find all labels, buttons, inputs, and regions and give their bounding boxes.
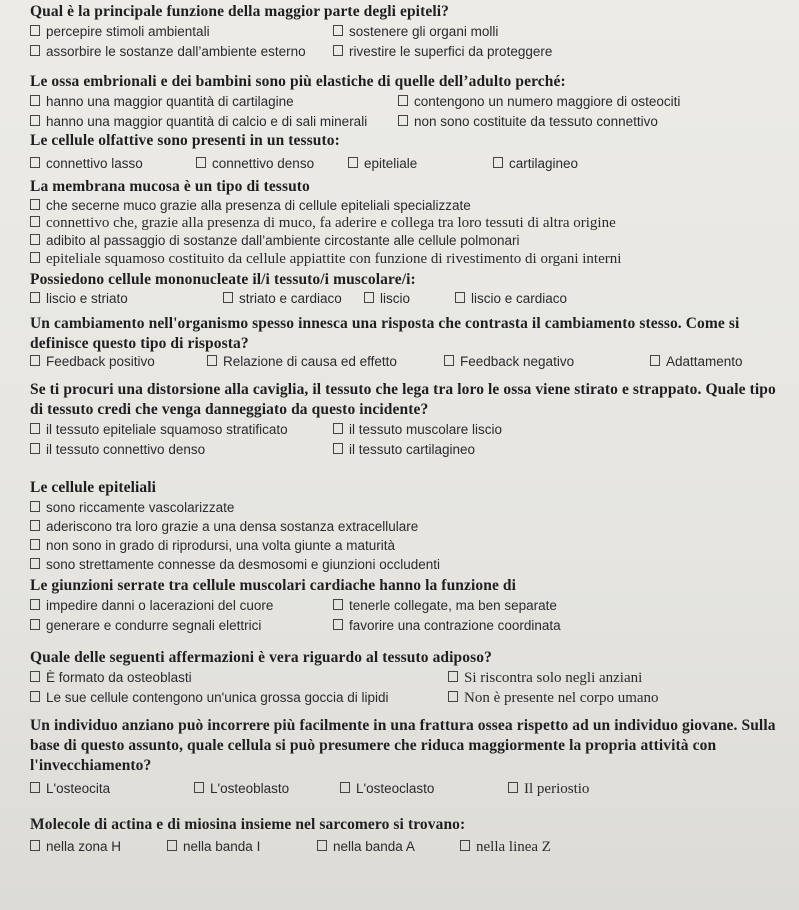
question-1-text: Qual è la principale funzione della maggior parte degli epiteli? xyxy=(30,3,449,20)
checkbox-icon[interactable] xyxy=(30,45,40,56)
q12-option-a[interactable]: nella zona H xyxy=(30,837,121,857)
checkbox-icon[interactable] xyxy=(196,157,206,168)
checkbox-icon[interactable] xyxy=(333,25,343,36)
question-10 xyxy=(30,648,785,708)
q5-option-a[interactable]: liscio e striato xyxy=(30,289,128,309)
checkbox-icon[interactable] xyxy=(333,619,343,630)
q9-option-d[interactable]: favorire una contrazione coordinata xyxy=(333,616,561,636)
q10-option-a[interactable]: È formato da osteoblasti xyxy=(30,668,192,688)
q11-option-c[interactable]: L'osteoclasto xyxy=(340,779,434,799)
q8-option-d[interactable]: sono strettamente connesse da desmosomi e giunzioni occludenti xyxy=(30,555,785,574)
q1-option-d[interactable]: rivestire le superfici da proteggere xyxy=(333,42,552,62)
q6-option-c[interactable]: Feedback negativo xyxy=(444,352,574,372)
checkbox-icon[interactable] xyxy=(30,423,40,434)
question-12-text: Molecole di actina e di miosina insieme nel sarcomero si trovano: xyxy=(30,816,466,833)
q9-option-b[interactable]: tenerle collegate, ma ben separate xyxy=(333,596,557,616)
checkbox-icon[interactable] xyxy=(448,691,458,702)
q5-option-b[interactable]: striato e cardiaco xyxy=(223,289,342,309)
question-9-text: Le giunzioni serrate tra cellule muscolari cardiache hanno la funzione di xyxy=(30,577,517,594)
q5-option-d[interactable]: liscio e cardiaco xyxy=(455,289,567,309)
checkbox-icon[interactable] xyxy=(30,25,40,36)
q2-option-d[interactable]: non sono costituite da tessuto connettivo xyxy=(398,112,658,132)
q4-option-c[interactable]: adibito al passaggio di sostanze dall’ambiente circostante alle cellule polmonari xyxy=(30,232,785,250)
checkbox-icon[interactable] xyxy=(460,840,470,851)
checkbox-icon[interactable] xyxy=(30,558,40,569)
checkbox-icon[interactable] xyxy=(398,95,408,106)
q2-option-a[interactable]: hanno una maggior quantità di cartilagine xyxy=(30,92,294,112)
q3-option-a[interactable]: connettivo lasso xyxy=(30,154,143,174)
checkbox-icon[interactable] xyxy=(30,216,40,227)
checkbox-icon[interactable] xyxy=(30,234,40,245)
q7-option-b[interactable]: il tessuto muscolare liscio xyxy=(333,420,502,440)
question-12 xyxy=(30,815,785,857)
q7-option-c[interactable]: il tessuto connettivo denso xyxy=(30,440,205,460)
q2-option-c[interactable]: hanno una maggior quantità di calcio e di sali minerali xyxy=(30,112,367,132)
q12-option-b[interactable]: nella banda I xyxy=(167,837,260,857)
checkbox-icon[interactable] xyxy=(348,157,358,168)
q4-option-a[interactable]: che secerne muco grazie alla presenza di cellule epiteliali specializzate xyxy=(30,197,785,214)
checkbox-icon[interactable] xyxy=(30,539,40,550)
q10-option-d[interactable]: Non è presente nel corpo umano xyxy=(448,688,659,708)
q2-option-b[interactable]: contengono un numero maggiore di osteociti xyxy=(398,92,680,112)
checkbox-icon[interactable] xyxy=(30,355,40,366)
checkbox-icon[interactable] xyxy=(364,292,374,303)
checkbox-icon[interactable] xyxy=(30,252,40,263)
q1-option-a[interactable]: percepire stimoli ambientali xyxy=(30,22,210,42)
q5-option-c[interactable]: liscio xyxy=(364,289,410,309)
question-5-text: Possiedono cellule mononucleate il/i tessuto/i muscolare/i: xyxy=(30,271,416,288)
checkbox-icon[interactable] xyxy=(30,840,40,851)
checkbox-icon[interactable] xyxy=(30,292,40,303)
q8-option-a[interactable]: sono riccamente vascolarizzate xyxy=(30,498,785,517)
question-3 xyxy=(30,131,785,174)
q11-option-a[interactable]: L'osteocita xyxy=(30,779,110,799)
question-5 xyxy=(30,270,785,309)
question-3-text: Le cellule olfattive sono presenti in un tessuto: xyxy=(30,132,340,149)
checkbox-icon[interactable] xyxy=(455,292,465,303)
checkbox-icon[interactable] xyxy=(333,599,343,610)
q1-option-c[interactable]: assorbire le sostanze dall’ambiente esterno xyxy=(30,42,306,62)
checkbox-icon[interactable] xyxy=(317,840,327,851)
checkbox-icon[interactable] xyxy=(333,45,343,56)
q11-option-d[interactable]: Il periostio xyxy=(508,779,589,799)
q11-option-b[interactable]: L'osteoblasto xyxy=(194,779,289,799)
question-1 xyxy=(30,2,785,62)
checkbox-icon[interactable] xyxy=(30,599,40,610)
checkbox-icon[interactable] xyxy=(444,355,454,366)
q10-option-c[interactable]: Le sue cellule contengono un'unica grossa goccia di lipidi xyxy=(30,688,389,708)
q12-option-d[interactable]: nella linea Z xyxy=(460,837,551,857)
q6-option-d[interactable]: Adattamento xyxy=(650,352,743,372)
checkbox-icon[interactable] xyxy=(30,115,40,126)
question-11-text: Un individuo anziano può incorrere più facilmente in una frattura ossea rispetto ad un individuo giovane. Sulla base di questo assunto, quale cellula si può presumere che riduca maggiormente la propria attività con l'invecchiamento? xyxy=(30,717,776,774)
checkbox-icon[interactable] xyxy=(448,671,458,682)
q3-option-c[interactable]: epiteliale xyxy=(348,154,417,174)
q1-option-b[interactable]: sostenere gli organi molli xyxy=(333,22,498,42)
question-2 xyxy=(30,72,785,132)
q7-option-a[interactable]: il tessuto epiteliale squamoso stratificato xyxy=(30,420,288,440)
q12-option-c[interactable]: nella banda A xyxy=(317,837,415,857)
q10-option-b[interactable]: Si riscontra solo negli anziani xyxy=(448,668,642,688)
checkbox-icon[interactable] xyxy=(30,520,40,531)
q3-option-b[interactable]: connettivo denso xyxy=(196,154,314,174)
question-9 xyxy=(30,576,785,636)
checkbox-icon[interactable] xyxy=(223,292,233,303)
checkbox-icon[interactable] xyxy=(333,443,343,454)
checkbox-icon[interactable] xyxy=(167,840,177,851)
checkbox-icon[interactable] xyxy=(30,95,40,106)
question-10-text: Quale delle seguenti affermazioni è vera riguardo al tessuto adiposo? xyxy=(30,649,492,666)
checkbox-icon[interactable] xyxy=(30,443,40,454)
checkbox-icon[interactable] xyxy=(340,782,350,793)
checkbox-icon[interactable] xyxy=(30,199,40,210)
checkbox-icon[interactable] xyxy=(207,355,217,366)
question-4-text: La membrana mucosa è un tipo di tessuto xyxy=(30,178,310,195)
q9-option-c[interactable]: generare e condurre segnali elettrici xyxy=(30,616,261,636)
q6-option-a[interactable]: Feedback positivo xyxy=(30,352,155,372)
checkbox-icon[interactable] xyxy=(508,782,518,793)
checkbox-icon[interactable] xyxy=(30,619,40,630)
checkbox-icon[interactable] xyxy=(650,355,660,366)
q4-option-d[interactable]: epiteliale squamoso costituito da cellule appiattite con funzione di rivestimento di organi interni xyxy=(30,250,785,268)
checkbox-icon[interactable] xyxy=(30,691,40,702)
q3-option-d[interactable]: cartilagineo xyxy=(493,154,578,174)
question-8 xyxy=(30,478,785,574)
question-2-text: Le ossa embrionali e dei bambini sono più elastiche di quelle dell’adulto perché: xyxy=(30,73,566,90)
question-11 xyxy=(30,716,785,799)
checkbox-icon[interactable] xyxy=(30,157,40,168)
q8-option-b[interactable]: aderiscono tra loro grazie a una densa sostanza extracellulare xyxy=(30,517,785,536)
question-7 xyxy=(30,380,785,460)
question-4 xyxy=(30,177,785,268)
q6-option-b[interactable]: Relazione di causa ed effetto xyxy=(207,352,397,372)
question-6 xyxy=(30,314,785,372)
checkbox-icon[interactable] xyxy=(194,782,204,793)
question-6-text: Un cambiamento nell'organismo spesso innesca una risposta che contrasta il cambiamento stesso. Come si definisce questo tipo di risposta? xyxy=(30,315,740,352)
question-7-text: Se ti procuri una distorsione alla caviglia, il tessuto che lega tra loro le ossa viene stirato e strappato. Quale tipo di tessuto credi che venga danneggiato da questo incidente? xyxy=(30,381,776,418)
checkbox-icon[interactable] xyxy=(30,671,40,682)
q7-option-d[interactable]: il tessuto cartilagineo xyxy=(333,440,475,460)
checkbox-icon[interactable] xyxy=(30,501,40,512)
checkbox-icon[interactable] xyxy=(493,157,503,168)
checkbox-icon[interactable] xyxy=(398,115,408,126)
checkbox-icon[interactable] xyxy=(30,782,40,793)
question-8-text: Le cellule epiteliali xyxy=(30,479,157,496)
checkbox-icon[interactable] xyxy=(333,423,343,434)
q9-option-a[interactable]: impedire danni o lacerazioni del cuore xyxy=(30,596,273,616)
q4-option-b[interactable]: connettivo che, grazie alla presenza di muco, fa aderire e collega tra loro tessuti di altra origine xyxy=(30,214,785,232)
q8-option-c[interactable]: non sono in grado di riprodursi, una volta giunte a maturità xyxy=(30,536,785,555)
